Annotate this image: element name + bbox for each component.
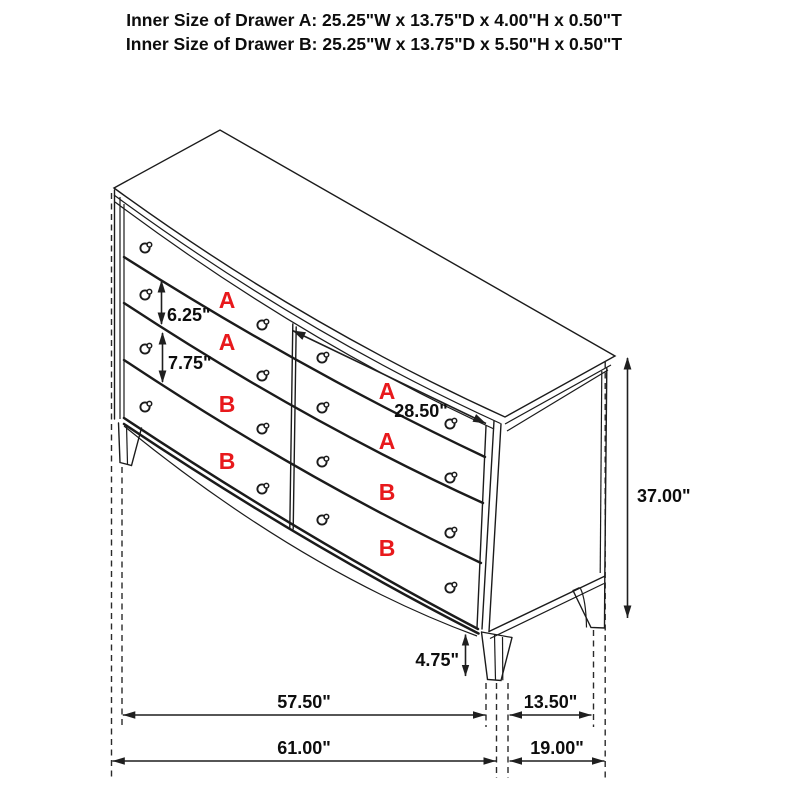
drawer-knob-icon [317, 352, 328, 362]
dim-label-6-25: 6.25" [167, 305, 211, 325]
drawer-knob-icon [317, 514, 328, 524]
dim-label-37-00: 37.00" [637, 486, 691, 506]
drawer-letter: B [218, 391, 236, 417]
drawer-letter: A [378, 428, 396, 454]
bottom-rail [124, 418, 479, 636]
drawer-letter: B [218, 448, 236, 474]
drawer-letter: B [378, 535, 396, 561]
left-end-panel [115, 190, 125, 419]
dim-label-13-50: 13.50" [523, 692, 578, 712]
dim-overall-depth [510, 738, 605, 765]
dim-label-61-00: 61.00" [277, 738, 331, 758]
drawer-letter: A [218, 329, 236, 355]
drawer-knob-icon [140, 289, 151, 299]
drawer-letter: A [218, 287, 236, 313]
dresser-body [114, 130, 615, 681]
drawer-knob-icon [317, 402, 328, 412]
dim-label-4-75: 4.75" [415, 650, 459, 670]
dim-label-28-50: 28.50" [394, 401, 448, 421]
dim-inner-depth [510, 692, 592, 719]
dim-inner-width [123, 692, 486, 719]
dim-drawer-b-front [159, 332, 212, 383]
drawer-knob-icon [257, 370, 268, 380]
drawer-knob-icon [257, 319, 268, 329]
dresser-top [114, 130, 615, 417]
drawer-letter: A [378, 378, 396, 404]
drawer-knob-icon [257, 483, 268, 493]
drawer-knob-icon [445, 582, 456, 592]
drawer-knob-icon [445, 472, 456, 482]
dim-overall-width [112, 738, 496, 765]
dim-leg-height [415, 634, 469, 677]
drawer-knob-icon [140, 401, 151, 411]
drawer-knob-icon [140, 242, 151, 252]
dim-label-7-75: 7.75" [168, 353, 212, 373]
dim-label-19-00: 19.00" [530, 738, 584, 758]
drawer-knob-icon [257, 423, 268, 433]
drawer-divider [290, 324, 296, 529]
front-right-leg [482, 632, 513, 681]
dim-label-57-50: 57.50" [277, 692, 331, 712]
dim-overall-height [624, 357, 691, 618]
drawer-letter: B [378, 479, 396, 505]
drawer-knob-icon [317, 456, 328, 466]
dim-drawer-a-front [158, 280, 211, 325]
drawer-knob-icon [140, 343, 151, 353]
inner-size-drawer-b-note: Inner Size of Drawer B: 25.25"W x 13.75"D x 5.50"H x 0.50"T [125, 34, 623, 54]
inner-size-drawer-a-note: Inner Size of Drawer A: 25.25"W x 13.75"D x 4.00"H x 0.50"T [126, 10, 622, 30]
drawer-knob-icon [445, 527, 456, 537]
